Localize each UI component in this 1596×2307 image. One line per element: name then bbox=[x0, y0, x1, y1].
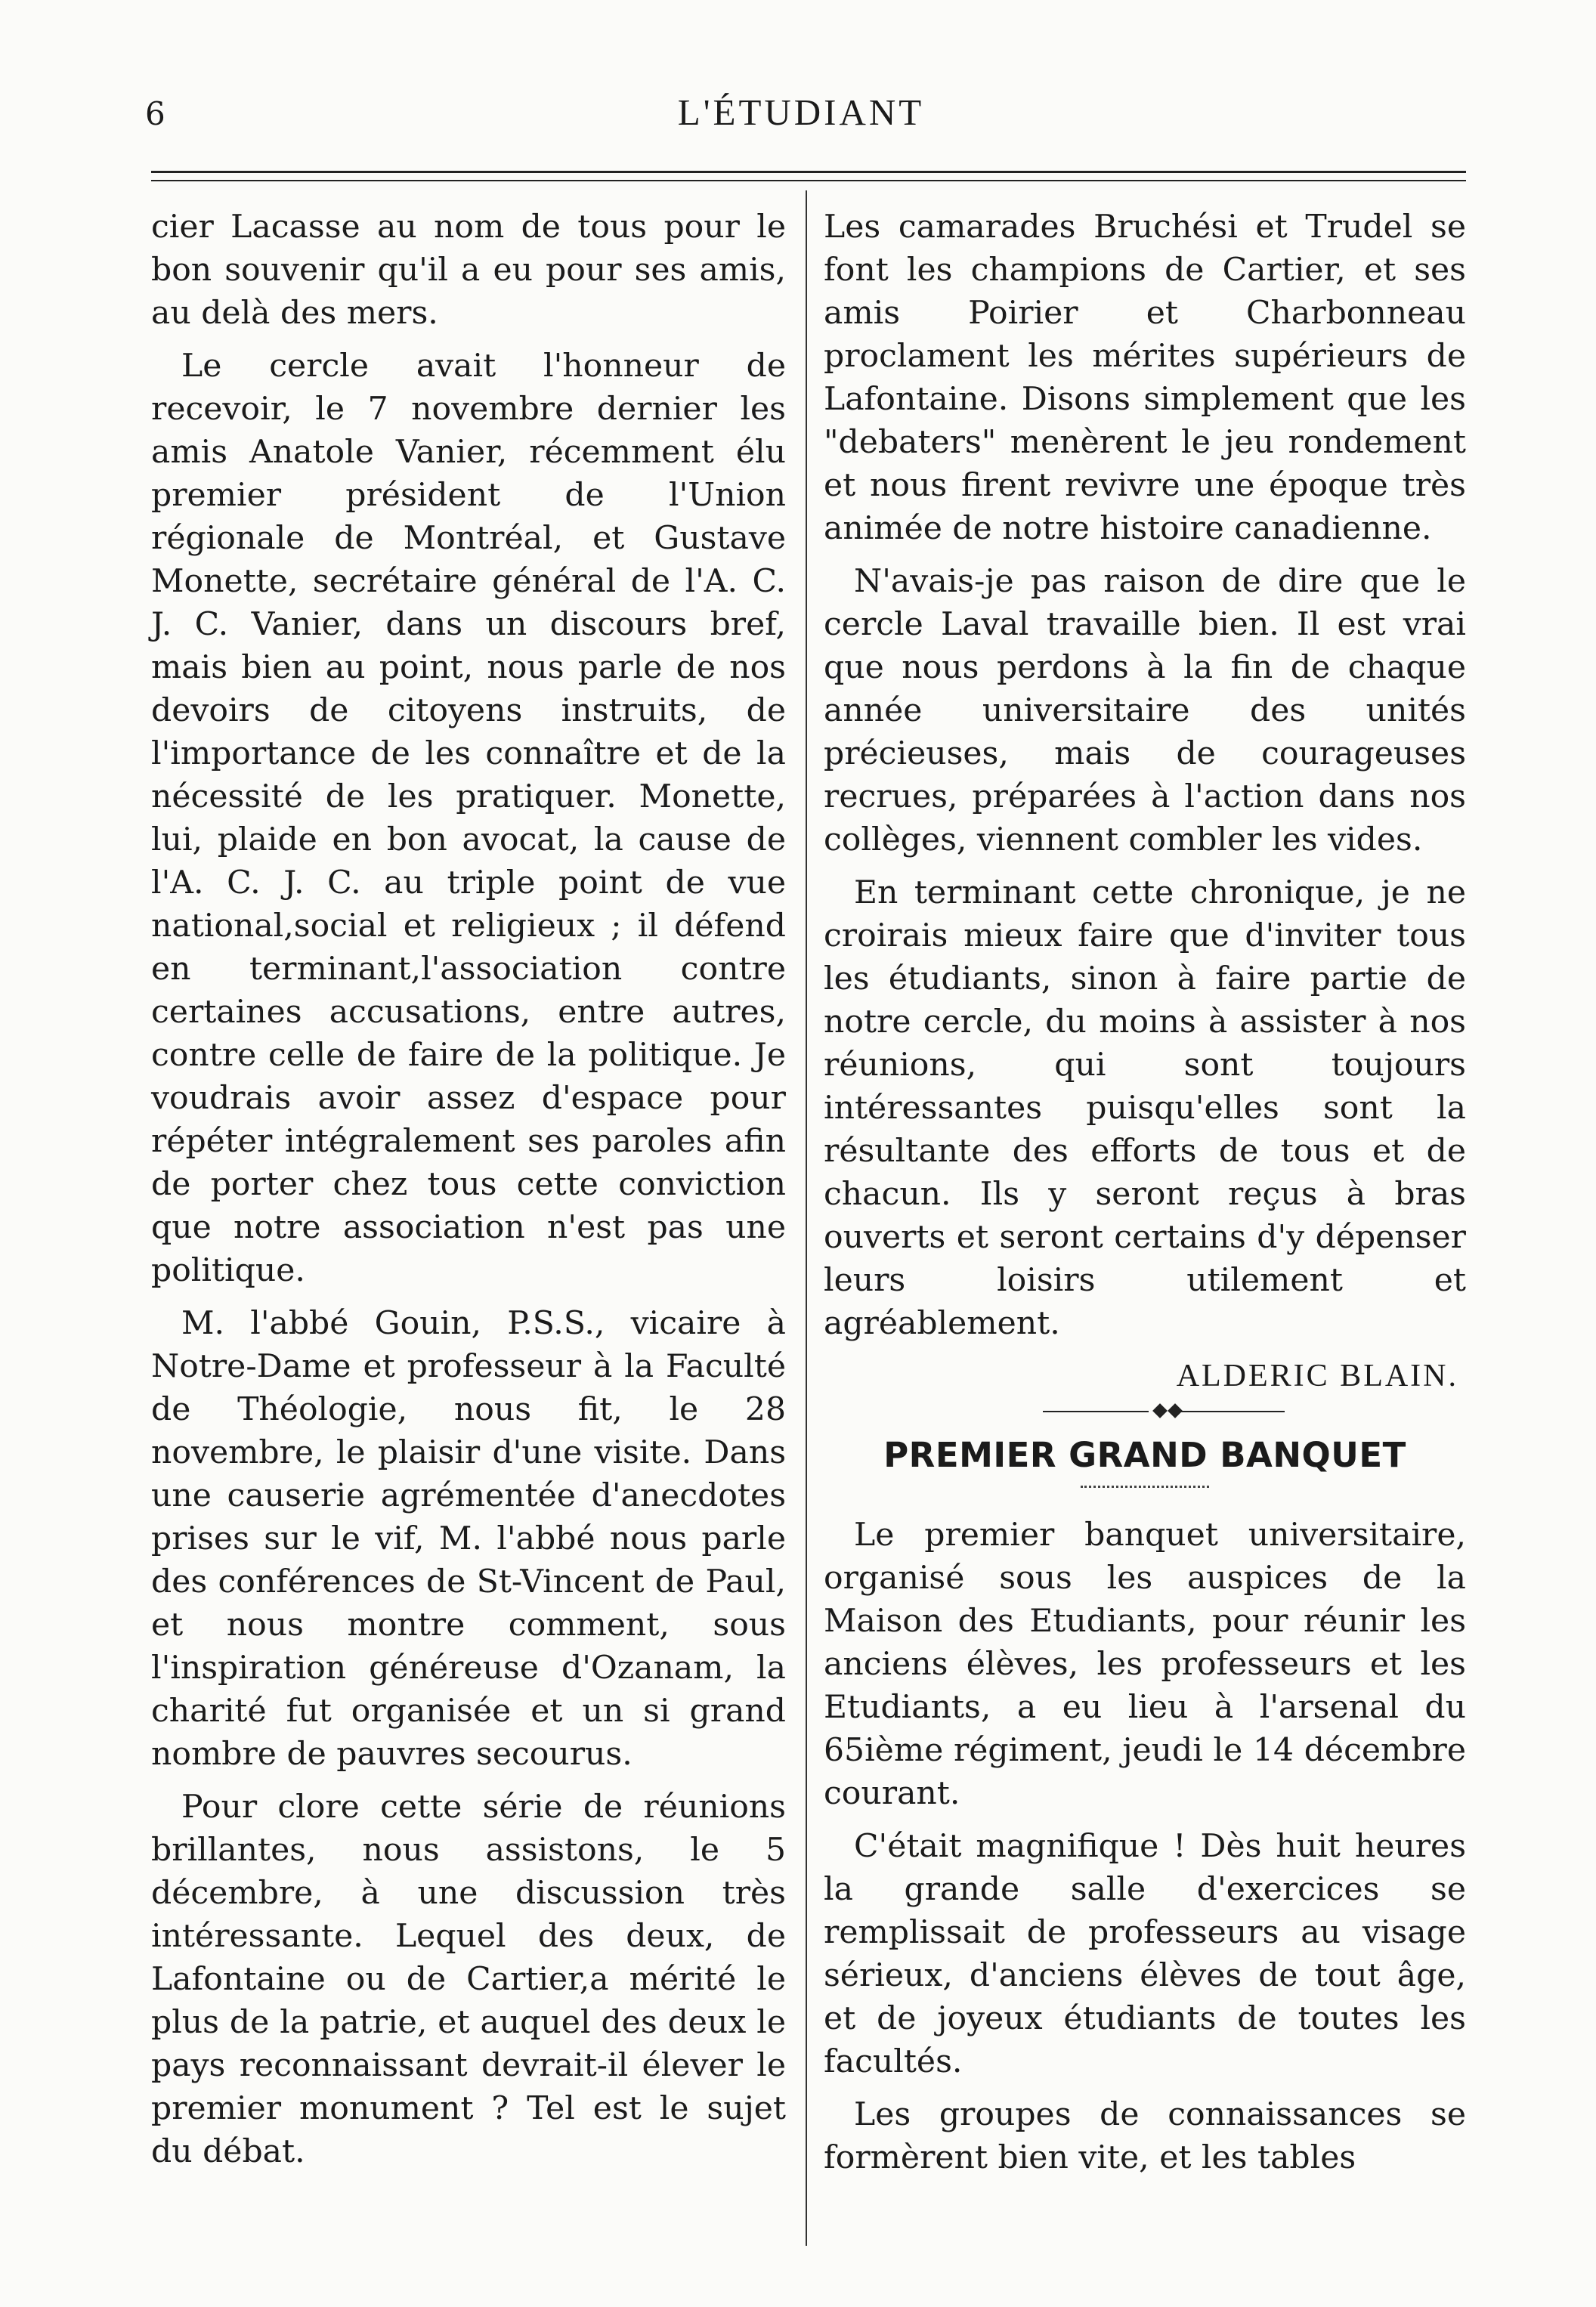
section-heading: PREMIER GRAND BANQUET bbox=[883, 1435, 1406, 1475]
paragraph: C'était magnifique ! Dès huit heures la grande salle d'exercices se remplissait de professeurs au visage sérieux, d'anciens élèves de tout âge, et de joyeux étudiants de toutes les facultés. bbox=[824, 1828, 1466, 2080]
page-header bbox=[144, 82, 1458, 135]
author-signature: ALDERIC BLAIN. bbox=[1176, 1359, 1458, 1393]
header-rule-thin bbox=[151, 180, 1466, 181]
page-number: 6 bbox=[145, 95, 165, 132]
running-title: L'ÉTUDIANT bbox=[677, 91, 925, 133]
paragraph: Pour clore cette série de réunions brillantes, nous assistons, le 5 décembre, à une discussion très intéressante. Lequel des deux, de Lafontaine ou de Cartier,a mérité le plus de la patrie, et auquel des deux le pays reconnaissant devrait-il élever le premier monument ? Tel est le sujet du débat. bbox=[151, 1789, 786, 2170]
paragraph: Les groupes de connaissances se formèrent bien vite, et les tables bbox=[824, 2096, 1466, 2176]
right-column bbox=[824, 206, 1466, 2189]
ornament-diamond bbox=[1152, 1403, 1168, 1418]
paragraph: cier Lacasse au nom de tous pour le bon souvenir qu'il a eu pour ses amis, au delà des mers. bbox=[151, 209, 786, 332]
paragraph: Le premier banquet universitaire, organisé sous les auspices de la Maison des Etudiants, pour réunir les anciens élèves, les professeurs et les Etudiants, a eu lieu à l'arsenal du 65ième régiment, jeudi le 14 décembre courant. bbox=[824, 1517, 1466, 1812]
header-rule bbox=[151, 171, 1466, 173]
paragraph: N'avais-je pas raison de dire que le cercle Laval travaille bien. Il est vrai que nous perdons à la fin de chaque année universitaire des unités précieuses, mais de courageuses recrues, préparées à l'action dans nos collèges, viennent combler les vides. bbox=[824, 563, 1466, 858]
left-column bbox=[151, 206, 786, 2183]
column-divider bbox=[806, 190, 807, 2246]
ornament-line bbox=[1043, 1411, 1149, 1412]
paragraph: En terminant cette chronique, je ne croirais mieux faire que d'inviter tous les étudiants, sinon à faire partie de notre cercle, du moins à assister à nos réunions, qui sont toujours intéressantes puisqu'elles sont la résultante des efforts de tous et de chacun. Ils y seront reçus à bras ouverts et seront certains d'y dépenser leurs loisirs utilement et agréablement. bbox=[824, 874, 1466, 1342]
paragraph: M. l'abbé Gouin, P.S.S., vicaire à Notre-Dame et professeur à la Faculté de Théologie, nous fit, le 28 novembre, le plaisir d'une visite. Dans une causerie agrémentée d'anecdotes prises sur le vif, M. l'abbé nous parle des conférences de St-Vincent de Paul, et nous montre comment, sous l'inspiration généreuse d'Ozanam, la charité fut organisée et un si grand nombre de pauvres secourus. bbox=[151, 1305, 786, 1773]
heading-dots bbox=[1081, 1486, 1209, 1488]
paragraph: Les camarades Bruchési et Trudel se font les champions de Cartier, et ses amis Poirier et Charbonneau proclament les mérites supérieurs de Lafontaine. Disons simplement que les "debaters" menèrent le jeu rondement et nous firent revivre une époque très animée de notre histoire canadienne. bbox=[824, 209, 1466, 547]
paragraph: Le cercle avait l'honneur de recevoir, le 7 novembre dernier les amis Anatole Vanier, récemment élu premier président de l'Union régionale de Montréal, et Gustave Monette, secrétaire général de l'A. C. J. C. Vanier, dans un discours bref, mais bien au point, nous parle de nos devoirs de citoyens instruits, de l'importance de les connaître et de la nécessité de les pratiquer. Monette, lui, plaide en bon avocat, la cause de l'A. C. J. C. au triple point de vue national,social et religieux ; il défend en terminant,l'association contre certaines accusations, entre autres, contre celle de faire de la politique. Je voudrais avoir assez d'espace pour répéter intégralement ses paroles afin de porter chez tous cette conviction que notre association n'est pas une politique. bbox=[151, 348, 786, 1289]
section-ornament bbox=[1043, 1404, 1285, 1419]
ornament-line bbox=[1179, 1411, 1285, 1412]
